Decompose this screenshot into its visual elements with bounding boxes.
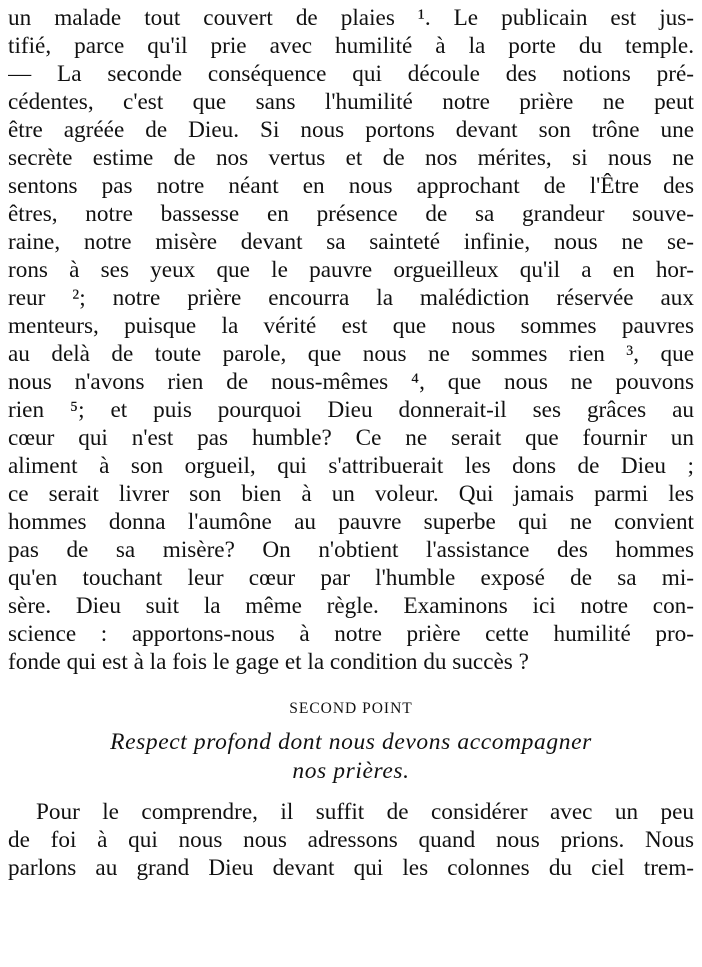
text-line: Pour le comprendre, il suffit de considérer avec un peu: [36, 799, 694, 825]
paragraph-humility: [8, 4, 694, 676]
text-line: sentons pas notre néant en nous approchant de l'Être des: [8, 173, 694, 199]
text-line: raine, notre misère devant sa sainteté infinie, nous ne se-: [8, 229, 694, 255]
text-line: être agréée de Dieu. Si nous portons devant son trône une: [8, 117, 694, 143]
text-line: ce serait livrer son bien à un voleur. Qui jamais parmi les: [8, 481, 694, 507]
section-title: [8, 728, 694, 786]
text-line: pas de sa misère? On n'obtient l'assistance des hommes: [8, 537, 694, 563]
text-line: science : apportons-nous à notre prière cette humilité pro-: [8, 621, 694, 647]
text-line: parlons au grand Dieu devant qui les colonnes du ciel trem-: [8, 855, 694, 881]
text-line: menteurs, puisque la vérité est que nous sommes pauvres: [8, 313, 694, 339]
text-line: un malade tout couvert de plaies ¹. Le publicain est jus-: [8, 5, 694, 31]
text-line: qu'en touchant leur cœur par l'humble exposé de sa mi-: [8, 565, 694, 591]
text-line: de foi à qui nous nous adressons quand nous prions. Nous: [8, 827, 694, 853]
section-heading: SECOND POINT: [289, 700, 413, 717]
text-line: — La seconde conséquence qui découle des notions pré-: [8, 61, 694, 87]
text-line: fonde qui est à la fois le gage et la condition du succès ?: [8, 649, 529, 675]
text-line: aliment à son orgueil, qui s'attribuerait les dons de Dieu ;: [8, 453, 694, 479]
text-line: rons à ses yeux que le pauvre orgueilleux qu'il a en hor-: [8, 257, 694, 283]
text-line: hommes donna l'aumône au pauvre superbe qui ne convient: [8, 509, 694, 535]
section-title-line: Respect profond dont nous devons accompagner: [110, 729, 592, 755]
text-line: secrète estime de nos vertus et de nos mérites, si nous ne: [8, 145, 694, 171]
paragraph-respect: [8, 798, 694, 882]
text-line: rien ⁵; et puis pourquoi Dieu donnerait-il ses grâces au: [8, 397, 694, 423]
text-line: tifié, parce qu'il prie avec humilité à la porte du temple.: [8, 33, 694, 59]
text-line: nous n'avons rien de nous-mêmes ⁴, que nous ne pouvons: [8, 369, 694, 395]
text-line: êtres, notre bassesse en présence de sa grandeur souve-: [8, 201, 694, 227]
section-title-line: nos prières.: [292, 758, 410, 784]
text-line: reur ²; notre prière encourra la malédiction réservée aux: [8, 285, 694, 311]
text-line: cœur qui n'est pas humble? Ce ne serait que fournir un: [8, 425, 694, 451]
text-line: au delà de toute parole, que nous ne sommes rien ³, que: [8, 341, 694, 367]
text-line: sère. Dieu suit la même règle. Examinons ici notre con-: [8, 593, 694, 619]
text-line: cédentes, c'est que sans l'humilité notre prière ne peut: [8, 89, 694, 115]
book-page: [8, 0, 694, 882]
